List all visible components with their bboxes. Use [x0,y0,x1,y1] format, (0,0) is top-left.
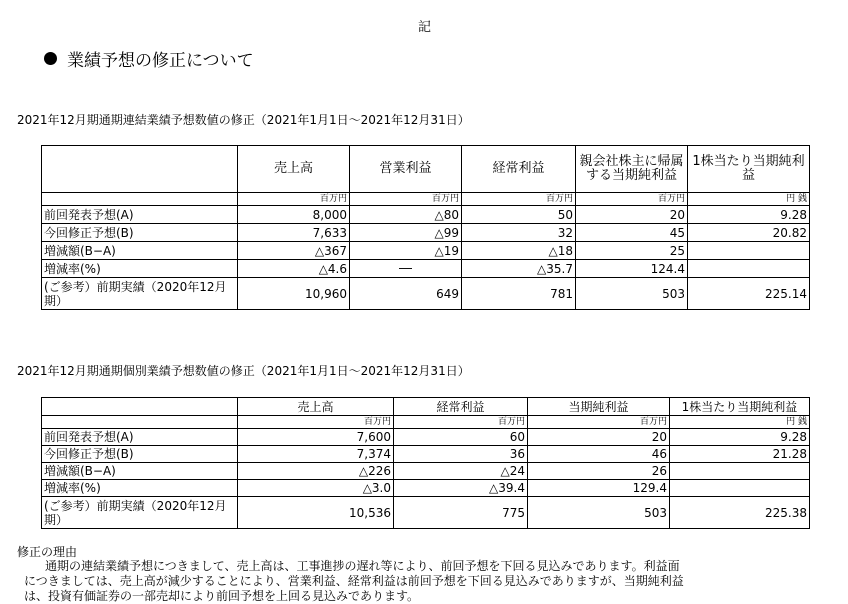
table-cell: 25 [576,242,688,260]
table-header-row [42,146,810,193]
table-cell: 129.4 [528,480,670,497]
unit-empty-cell [42,193,238,206]
table-header-row [42,398,810,416]
table-cell: 46 [528,446,670,463]
table-cell: 26 [528,463,670,480]
table-cell: △4.6 [238,260,350,278]
row-label: (ご参考）前期実績（2020年12月期） [42,278,238,310]
table-cell: 7,600 [238,429,394,446]
table-cell: 50 [462,206,576,224]
row-label: 増減率(%) [42,480,238,497]
consolidated-forecast-table [41,145,810,310]
table-cell: 781 [462,278,576,310]
row-label: 前回発表予想(A) [42,206,238,224]
row-label: 前回発表予想(A) [42,429,238,446]
unit-cell: 百万円 [238,193,350,206]
table-cell: 9.28 [670,429,810,446]
table-row [42,278,810,310]
unit-row [42,193,810,206]
table-row [42,206,810,224]
row-label: (ご参考）前期実績（2020年12月期） [42,497,238,529]
table-cell: 21.28 [670,446,810,463]
header-sales: 売上高 [238,398,394,416]
row-label: 増減額(B−A) [42,242,238,260]
table-cell: 9.28 [688,206,810,224]
table-cell: 60 [394,429,528,446]
table-cell: 45 [576,224,688,242]
row-label: 今回修正予想(B) [42,224,238,242]
table-cell: 124.4 [576,260,688,278]
table-cell: 20 [528,429,670,446]
unit-empty-cell [42,416,238,429]
table-cell: △80 [350,206,462,224]
table-cell: 7,374 [238,446,394,463]
header-ordinary-profit: 経常利益 [394,398,528,416]
table-row [42,224,810,242]
header-operating-profit: 営業利益 [350,146,462,193]
reason-line: につきましては、売上高が減少することにより、営業利益、経常利益は前回予想を下回る見込みでありますが、当期純利益 [24,574,684,588]
header-sales: 売上高 [238,146,350,193]
bullet-icon [44,52,57,65]
table-row [42,446,810,463]
reason-title: 修正の理由 [17,545,78,559]
table-cell: △19 [350,242,462,260]
unit-cell: 百万円 [394,416,528,429]
table-cell: △3.0 [238,480,394,497]
table-cell: 503 [528,497,670,529]
table-cell: 32 [462,224,576,242]
header-net-income: 当期純利益 [528,398,670,416]
row-label: 増減率(%) [42,260,238,278]
nonconsolidated-subtitle: 2021年12月期通期個別業績予想数値の修正（2021年1月1日～2021年12月31日） [17,364,470,378]
table-row [42,242,810,260]
header-eps: 1株当たり当期純利益 [670,398,810,416]
header-net-income-parent: 親会社株主に帰属する当期純利益 [576,146,688,193]
table-cell: △39.4 [394,480,528,497]
nonconsolidated-forecast-table [41,397,810,529]
heading-text: 業績予想の修正について [67,51,254,71]
table-row [42,429,810,446]
table-cell: 225.14 [688,278,810,310]
table-row [42,463,810,480]
table-cell [670,463,810,480]
table-cell [670,480,810,497]
header-ordinary-profit: 経常利益 [462,146,576,193]
header-empty-cell [42,398,238,416]
table-row [42,260,810,278]
table-cell: 7,633 [238,224,350,242]
table-cell: 10,960 [238,278,350,310]
ki-mark: 記 [418,20,432,35]
row-label: 増減額(B−A) [42,463,238,480]
unit-cell: 円 銭 [670,416,810,429]
table-cell: 503 [576,278,688,310]
table-cell: △35.7 [462,260,576,278]
unit-cell: 円 銭 [688,193,810,206]
table-cell: 775 [394,497,528,529]
table-cell: 10,536 [238,497,394,529]
table-cell: △24 [394,463,528,480]
table-cell: 8,000 [238,206,350,224]
unit-cell: 百万円 [462,193,576,206]
unit-cell: 百万円 [576,193,688,206]
header-empty-cell [42,146,238,193]
table-cell: 20 [576,206,688,224]
table-cell: △18 [462,242,576,260]
header-eps: 1株当たり当期純利益 [688,146,810,193]
table-cell: 36 [394,446,528,463]
unit-cell: 百万円 [350,193,462,206]
table-cell: 649 [350,278,462,310]
reason-line: は、投資有価証券の一部売却により前回予想を上回る見込みであります。 [24,589,420,603]
table-cell: 20.82 [688,224,810,242]
section-heading [44,46,254,71]
unit-cell: 百万円 [238,416,394,429]
table-cell [688,260,810,278]
table-cell: △367 [238,242,350,260]
table-cell: 225.38 [670,497,810,529]
table-cell [688,242,810,260]
consolidated-subtitle: 2021年12月期通期連結業績予想数値の修正（2021年1月1日～2021年12月31日） [17,113,470,127]
table-cell: △226 [238,463,394,480]
reason-body [17,559,829,604]
table-row [42,480,810,497]
reason-line: 通期の連結業績予想につきまして、売上高は、工事進捗の遅れ等により、前回予想を下回る見込みであります。利益面 [45,559,680,573]
table-row [42,497,810,529]
unit-row [42,416,810,429]
unit-cell: 百万円 [528,416,670,429]
row-label: 今回修正予想(B) [42,446,238,463]
table-cell: ― [350,260,462,278]
table-cell: △99 [350,224,462,242]
